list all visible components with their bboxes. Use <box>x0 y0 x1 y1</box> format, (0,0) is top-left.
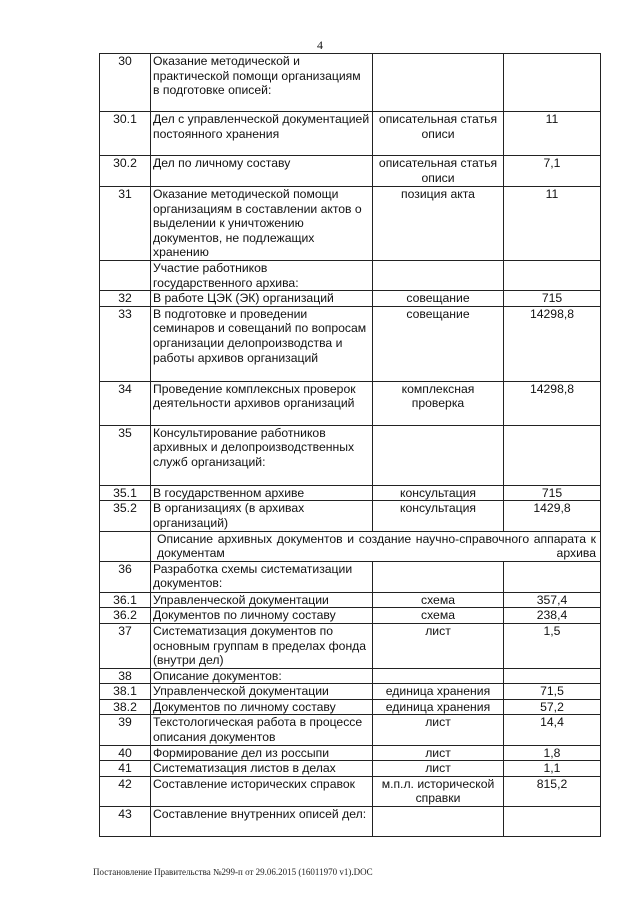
table-row <box>100 776 601 806</box>
table-row <box>100 381 601 425</box>
row-number: 30.2 <box>100 156 151 187</box>
unit-of-measure: консультация <box>373 501 504 531</box>
row-number: 30 <box>100 54 151 112</box>
unit-of-measure <box>373 425 504 485</box>
value <box>504 54 601 112</box>
table-row <box>100 501 601 531</box>
unit-of-measure: лист <box>373 715 504 745</box>
row-number: 38 <box>100 668 151 684</box>
unit-of-measure <box>373 260 504 290</box>
table-row <box>100 531 601 561</box>
unit-of-measure: описательная статья описи <box>373 112 504 156</box>
unit-of-measure: схема <box>373 608 504 624</box>
unit-of-measure: схема <box>373 592 504 608</box>
tariff-table <box>99 53 601 837</box>
table-row <box>100 54 601 112</box>
work-name: Оказание методической и практической помощи организациям в подготовке описей: <box>151 54 373 112</box>
row-number: 36.2 <box>100 608 151 624</box>
work-name: Описание документов: <box>151 668 373 684</box>
table-row <box>100 561 601 592</box>
work-name: Дел по личному составу <box>151 156 373 187</box>
row-number: 37 <box>100 623 151 668</box>
row-number <box>100 531 151 561</box>
unit-of-measure: лист <box>373 761 504 777</box>
value <box>504 807 601 837</box>
work-name: Документов по личному составу <box>151 608 373 624</box>
section-heading: Описание архивных документов и создание научно-справочного аппарата к документам архива <box>151 531 601 561</box>
value: 7,1 <box>504 156 601 187</box>
value: 14298,8 <box>504 381 601 425</box>
work-name: В подготовке и проведении семинаров и совещаний по вопросам организации делопроизводства и работы архивов организаций <box>151 306 373 381</box>
work-name: Составление исторических справок <box>151 776 373 806</box>
value <box>504 260 601 290</box>
value <box>504 668 601 684</box>
value: 11 <box>504 187 601 261</box>
work-name: Дел с управленческой документацией постоянного хранения <box>151 112 373 156</box>
unit-of-measure <box>373 668 504 684</box>
row-number: 31 <box>100 187 151 261</box>
table-row <box>100 745 601 761</box>
table-row <box>100 761 601 777</box>
unit-of-measure <box>373 54 504 112</box>
work-name: Систематизация листов в делах <box>151 761 373 777</box>
row-number: 43 <box>100 807 151 837</box>
row-number: 35 <box>100 425 151 485</box>
value: 357,4 <box>504 592 601 608</box>
work-name: Управленческой документации <box>151 592 373 608</box>
row-number: 38.1 <box>100 684 151 700</box>
table-row <box>100 807 601 837</box>
value: 71,5 <box>504 684 601 700</box>
row-number: 42 <box>100 776 151 806</box>
row-number: 39 <box>100 715 151 745</box>
table-row <box>100 699 601 715</box>
unit-of-measure: лист <box>373 623 504 668</box>
page-number: 4 <box>317 38 323 52</box>
work-name: В государственном архиве <box>151 485 373 501</box>
footer-doc-reference: Постановление Правительства №299-п от 29.06.2015 (16011970 v1).DOC <box>93 867 373 877</box>
row-number: 38.2 <box>100 699 151 715</box>
work-name: Разработка схемы систематизации документов: <box>151 561 373 592</box>
row-number: 36.1 <box>100 592 151 608</box>
value: 14,4 <box>504 715 601 745</box>
value: 1429,8 <box>504 501 601 531</box>
unit-of-measure: консультация <box>373 485 504 501</box>
unit-of-measure: позиция акта <box>373 187 504 261</box>
table-row <box>100 608 601 624</box>
table-row <box>100 260 601 290</box>
table-row <box>100 306 601 381</box>
row-number: 34 <box>100 381 151 425</box>
value: 815,2 <box>504 776 601 806</box>
table-row <box>100 187 601 261</box>
work-name: Участие работников государственного архива: <box>151 260 373 290</box>
table-row <box>100 668 601 684</box>
value: 715 <box>504 291 601 307</box>
unit-of-measure <box>373 561 504 592</box>
unit-of-measure <box>373 807 504 837</box>
work-name: Оказание методической помощи организациям в составлении актов о выделении к уничтожению документов, не подлежащих хранению <box>151 187 373 261</box>
table-row <box>100 684 601 700</box>
unit-of-measure: комплексная проверка <box>373 381 504 425</box>
value: 57,2 <box>504 699 601 715</box>
row-number: 36 <box>100 561 151 592</box>
unit-of-measure: описательная статья описи <box>373 156 504 187</box>
unit-of-measure: единица хранения <box>373 684 504 700</box>
work-name: Составление внутренних описей дел: <box>151 807 373 837</box>
value: 238,4 <box>504 608 601 624</box>
unit-of-measure: совещание <box>373 291 504 307</box>
unit-of-measure: единица хранения <box>373 699 504 715</box>
value <box>504 425 601 485</box>
row-number: 30.1 <box>100 112 151 156</box>
value: 1,5 <box>504 623 601 668</box>
row-number: 35.1 <box>100 485 151 501</box>
value: 1,1 <box>504 761 601 777</box>
value: 14298,8 <box>504 306 601 381</box>
work-name: В организациях (в архивах организаций) <box>151 501 373 531</box>
row-number: 40 <box>100 745 151 761</box>
work-name: Систематизация документов по основным группам в пределах фонда (внутри дел) <box>151 623 373 668</box>
value <box>504 561 601 592</box>
unit-of-measure: совещание <box>373 306 504 381</box>
work-name: В работе ЦЭК (ЭК) организаций <box>151 291 373 307</box>
value: 715 <box>504 485 601 501</box>
row-number: 33 <box>100 306 151 381</box>
row-number: 35.2 <box>100 501 151 531</box>
work-name: Текстологическая работа в процессе описания документов <box>151 715 373 745</box>
table-row <box>100 112 601 156</box>
row-number <box>100 260 151 290</box>
work-name: Документов по личному составу <box>151 699 373 715</box>
value: 1,8 <box>504 745 601 761</box>
work-name: Проведение комплексных проверок деятельности архивов организаций <box>151 381 373 425</box>
table-row <box>100 156 601 187</box>
table-row <box>100 592 601 608</box>
row-number: 32 <box>100 291 151 307</box>
table-row <box>100 425 601 485</box>
work-name: Формирование дел из россыпи <box>151 745 373 761</box>
unit-of-measure: м.п.л. исторической справки <box>373 776 504 806</box>
table-row <box>100 623 601 668</box>
table-row <box>100 291 601 307</box>
unit-of-measure: лист <box>373 745 504 761</box>
work-name: Консультирование работников архивных и делопроизводственных служб организаций: <box>151 425 373 485</box>
row-number: 41 <box>100 761 151 777</box>
work-name: Управленческой документации <box>151 684 373 700</box>
table-row <box>100 715 601 745</box>
table-row <box>100 485 601 501</box>
value: 11 <box>504 112 601 156</box>
